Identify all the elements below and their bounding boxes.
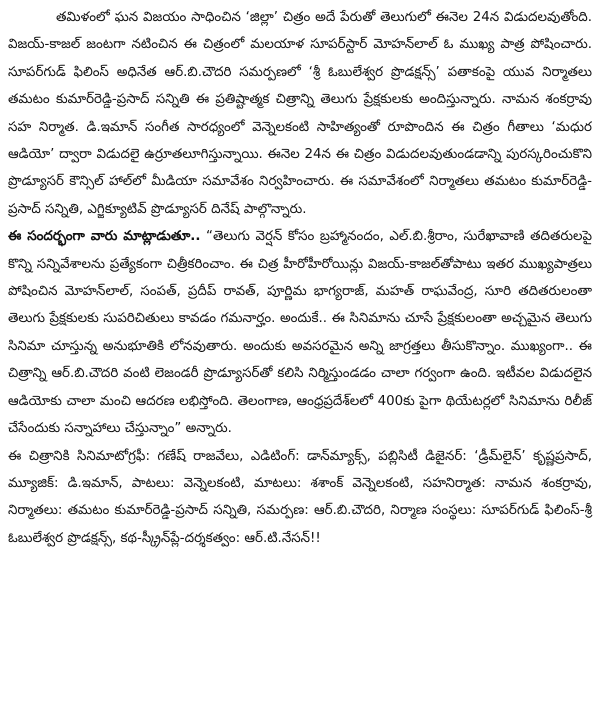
paragraph-lead: ఈ సందర్భంగా వారు మాట్లాడుతూ.. <box>8 229 201 245</box>
paragraph-quote-body: “తెలుగు వెర్షన్ కోసం బ్రహ్మానందం, ఎల్.బి.శ్రీరాం, సురేఖావాణి తదితరులపై కొన్ని సన్నివేశాలను ప్రత్యేకంగా చిత్రీకరించాం. ఈ చిత్ర హీరోహీరోయిన్లు విజయ్-కాజల్‌తోపాటు ఇతర ముఖ్యపాత్రలు పోషించిన మోహన్‌లాల్, సంపత్, ప్రదీప్ రావత్, పూర్ణిమ భాగ్యరాజ్, మహత్ రాఘవేంద్ర, సూరి తదితరులంతా తెలుగు ప్రేక్షకులకు సుపరిచితులు కావడం గమనార్హం. అందుకే.. ఈ సినిమాను చూసే ప్రేక్షకులంతా అచ్చమైన తెలుగు సినిమా చూస్తున్న అనుభూతికి లోనవుతారు. అందుకు అవసరమైన అన్ని జాగ్రత్తలు తీసుకొన్నాం. ముఖ్యంగా.. ఈ చిత్రాన్ని ఆర్.బి.చౌదరి వంటి లెజండరీ ప్రొడ్యూసర్‌తో కలిసి నిర్మిస్తుండడం చాలా గర్వంగా ఉంది. ఇటీవల విడుదలైన ఆడియోకు చాలా మంచి ఆదరణ లభిస్తోంది. తెలంగాణ, ఆంధ్రప్రదేశ్‌లలో 400కు పైగా థియేటర్లలో సినిమాను రిలీజ్ చేసేందుకు సన్నాహాలు చేస్తున్నాం” అన్నారు. <box>8 229 592 437</box>
paragraph-intro: తమిళంలో ఘన విజయం సాధించిన ‘జిల్లా’ చిత్రం అదే పేరుతో తెలుగులో ఈనెల 24న విడుదలవుతోంది. విజయ్-కాజల్ జంటగా నటించిన ఈ చిత్రంలో మలయాళ సూపర్‌స్టార్ మోహన్‌లాల్ ఓ ముఖ్య పాత్ర పోషించారు. సూపర్‌గుడ్ ఫిలింస్ అధినేత ఆర్.బి.చౌదరి సమర్పణలో ‘శ్రీ ఓబులేశ్వర ప్రొడక్షన్స్’ పతాకంపై యువ నిర్మాతలు తమటం కుమార్‌రెడ్డి-ప్రసాద్ సన్నితి ఈ ప్రతిష్టాత్మక చిత్రాన్ని తెలుగు ప్రేక్షకులకు అందిస్తున్నారు. నామన శంకర్రావు సహ నిర్మాత. డి.ఇమాన్ సంగీత సారధ్యంలో వెన్నెలకంటి సాహిత్యంతో రూపొందిన ఈ చిత్రం గీతాలు ‘మధుర ఆడియో’ ద్వారా విడుదలై ఉర్రూతలూగిస్తున్నాయి. ఈనెల 24న ఈ చిత్రం విడుదలవుతుండడాన్ని పురస్కరించుకొని ప్రొడ్యూసర్ కౌన్సిల్ హాల్‌లో మీడియా సమావేశం నిర్వహించారు. ఈ సమావేశంలో నిర్మాతలు తమటం కుమార్‌రెడ్డి-ప్రసాద్ సన్నితి, ఎగ్జిక్యూటివ్ ప్రొడ్యూసర్ దినేష్ పాల్గొన్నారు. <box>8 10 592 217</box>
paragraph-quote <box>8 223 592 442</box>
paragraph-credits: ఈ చిత్రానికి సినిమాటోగ్రఫీ: గణేష్ రాజవేలు, ఎడిటింగ్: డాన్‌మ్యాక్స్, పబ్లిసిటీ డిజైనర్: ‘డ్రీమ్‌లైన్’ కృష్ణప్రసాద్, మ్యూజిక్: డి.ఇమాన్, పాటలు: వెన్నెలకంటి, మాటలు: శశాంక్ వెన్నెలకంటి, సహనిర్మాత: నామన శంకర్రావు, నిర్మాతలు: తమటం కుమార్‌రెడ్డి-ప్రసాద్ సన్నితి, సమర్పణ: ఆర్.బి.చౌదరి, నిర్మాణ సంస్థలు: సూపర్‌గుడ్ ఫిలింస్-శ్రీ ఓబులేశ్వర ప్రొడక్షన్స్, కథ-స్క్రీన్‌ప్లే-దర్శకత్వం: ఆర్.టి.నేసన్!! <box>8 448 592 546</box>
